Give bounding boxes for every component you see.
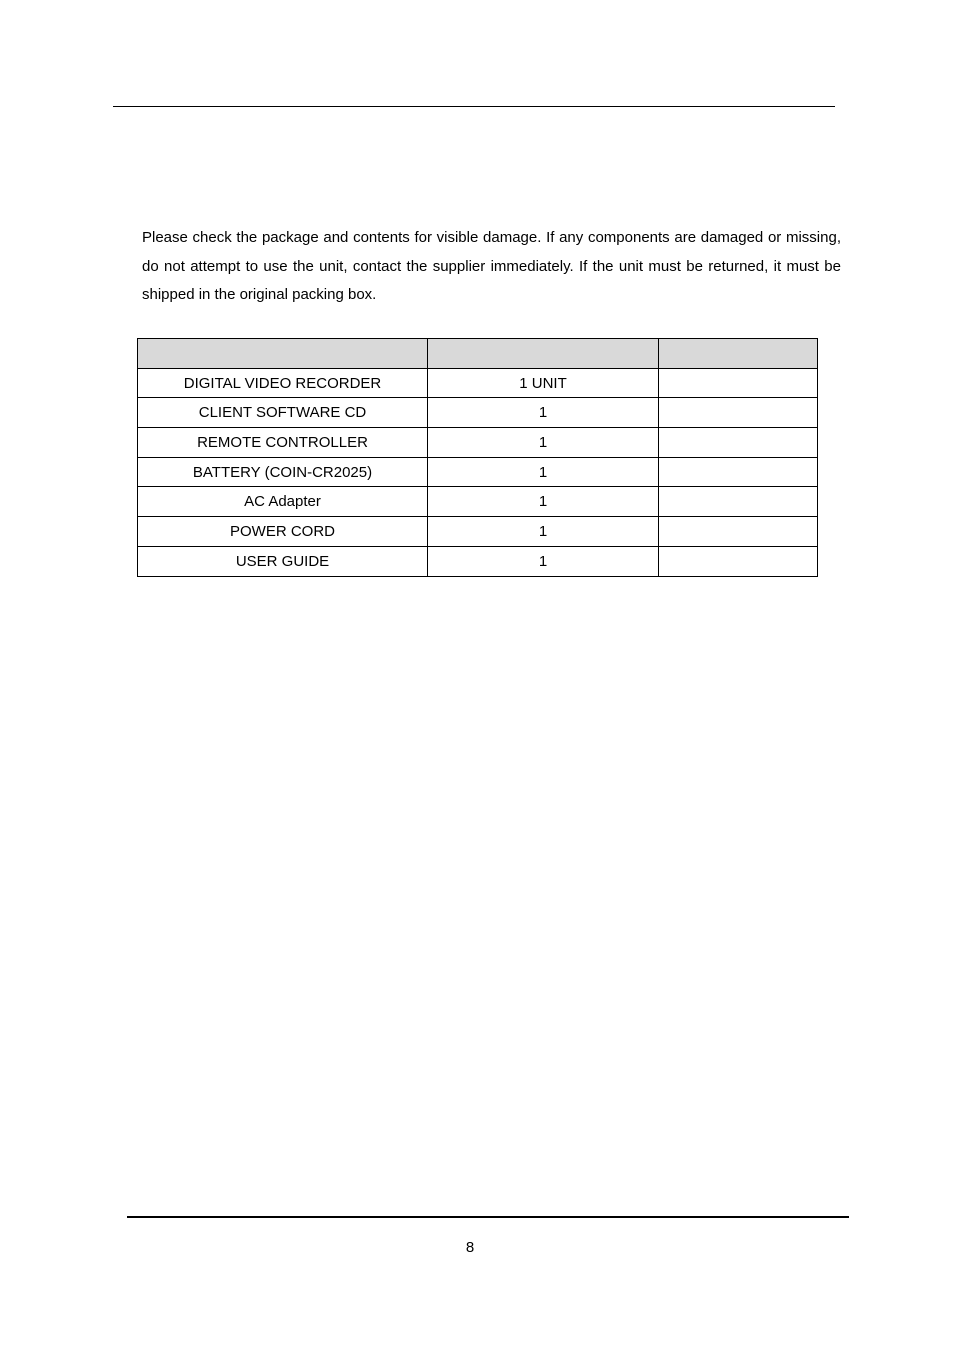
header-cell-quantity <box>428 339 659 369</box>
page-number: 8 <box>465 1239 475 1256</box>
table-row <box>138 368 818 398</box>
table-header-row <box>138 339 818 369</box>
item-cell: AC Adapter <box>138 487 428 517</box>
quantity-cell: 1 <box>428 428 659 458</box>
quantity-cell: 1 <box>428 487 659 517</box>
table-row <box>138 517 818 547</box>
item-cell: USER GUIDE <box>138 546 428 576</box>
table-row <box>138 546 818 576</box>
item-cell: BATTERY (COIN-CR2025) <box>138 457 428 487</box>
header-cell-note <box>659 339 818 369</box>
header-rule <box>113 106 835 107</box>
note-cell <box>659 457 818 487</box>
intro-paragraph: Please check the package and contents for visible damage. If any components are damaged or missing, do not attempt to use the unit, contact the supplier immediately. If the unit must be returned, it must be shipped in the original packing box. <box>142 229 841 303</box>
quantity-cell: 1 UNIT <box>428 368 659 398</box>
note-cell <box>659 398 818 428</box>
item-cell: POWER CORD <box>138 517 428 547</box>
item-cell: CLIENT SOFTWARE CD <box>138 398 428 428</box>
note-cell <box>659 368 818 398</box>
item-cell: DIGITAL VIDEO RECORDER <box>138 368 428 398</box>
footer-rule <box>127 1216 849 1218</box>
quantity-cell: 1 <box>428 546 659 576</box>
item-cell: REMOTE CONTROLLER <box>138 428 428 458</box>
quantity-cell: 1 <box>428 398 659 428</box>
note-cell <box>659 546 818 576</box>
note-cell <box>659 517 818 547</box>
note-cell <box>659 487 818 517</box>
table-row <box>138 398 818 428</box>
table-row <box>138 487 818 517</box>
package-contents-table <box>137 338 818 577</box>
table-row <box>138 457 818 487</box>
quantity-cell: 1 <box>428 457 659 487</box>
note-cell <box>659 428 818 458</box>
header-cell-item <box>138 339 428 369</box>
quantity-cell: 1 <box>428 517 659 547</box>
table-row <box>138 428 818 458</box>
